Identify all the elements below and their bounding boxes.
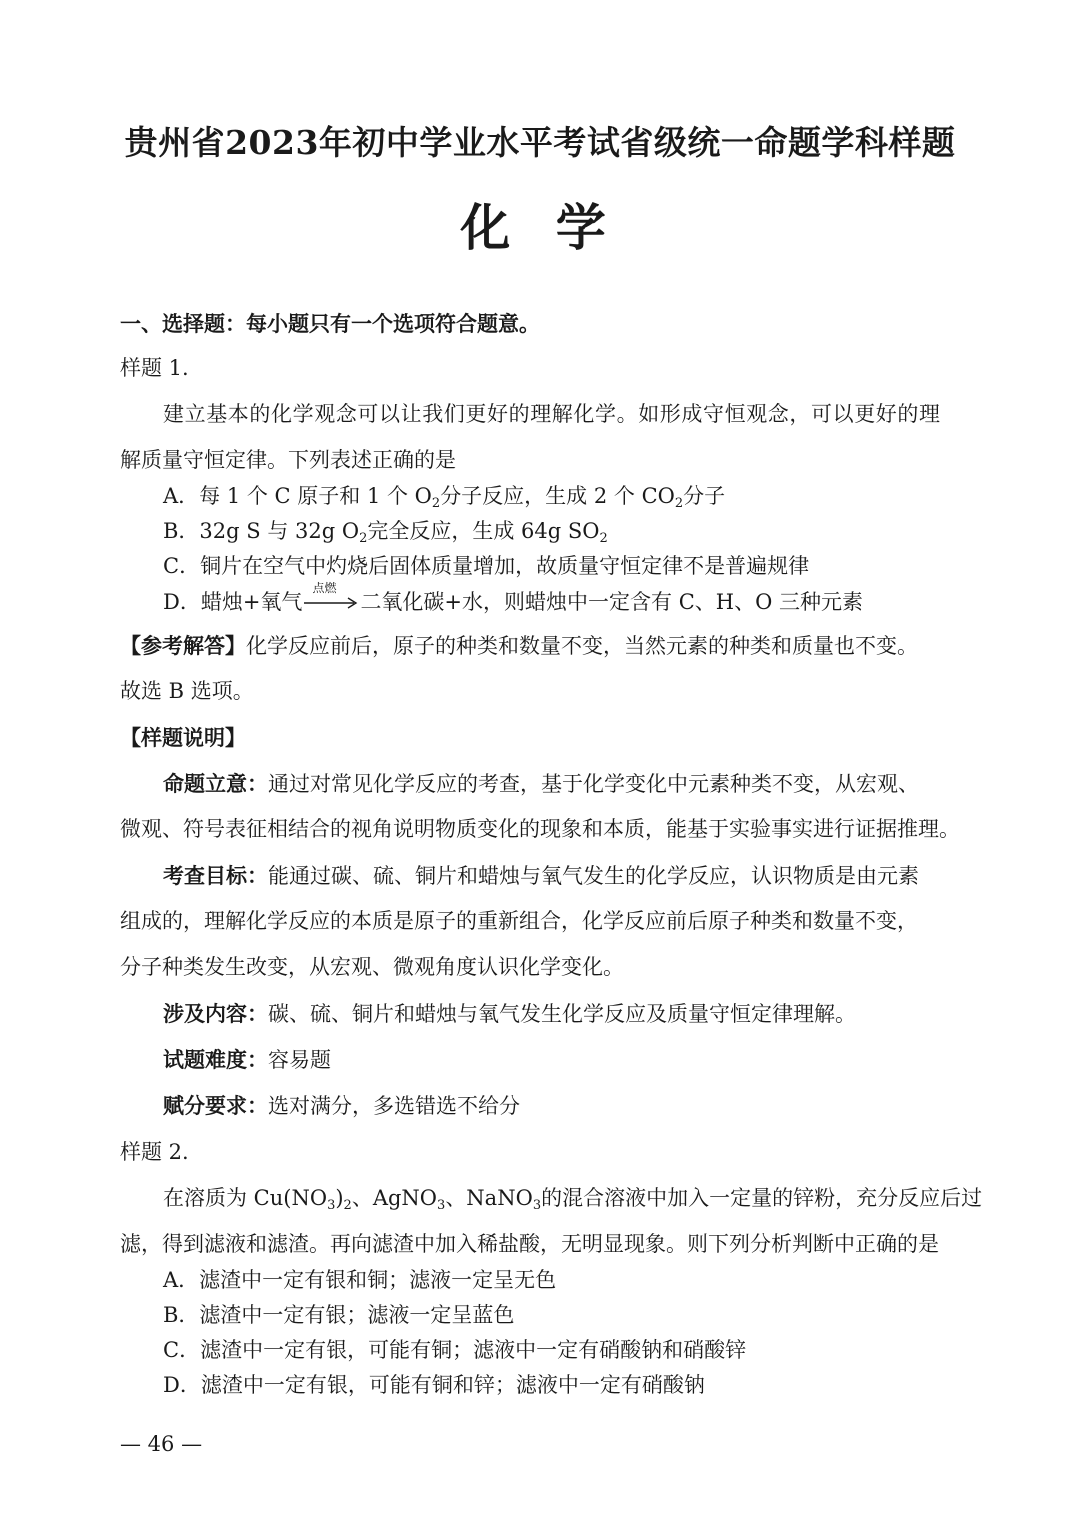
arrow-icon [302, 591, 360, 611]
difficulty-line [163, 1049, 331, 1071]
subject-title: 化 学 [460, 198, 620, 257]
q1-option-a-part1: A．每 1 个 C 原子和 1 个 O [163, 484, 432, 508]
subscript: 3 [327, 1198, 336, 1213]
q1-answer-line1 [120, 635, 918, 657]
q2-option-b: B．滤渣中一定有银；滤液一定呈蓝色 [163, 1303, 515, 1327]
content-label: 涉及内容： [163, 1001, 268, 1026]
q2-stem-line1 [163, 1186, 983, 1213]
content-text: 碳、硫、铜片和蜡烛与氧气发生化学反应及质量守恒定律理解。 [268, 1002, 856, 1026]
q1-option-b-part1: B．32g S 与 32g O [163, 519, 360, 543]
difficulty-label: 试题难度： [163, 1047, 268, 1072]
q1-option-b [163, 519, 608, 546]
q1-option-b-part2: 完全反应，生成 64g SO [367, 519, 600, 543]
subscript: 2 [431, 496, 441, 511]
intent-label: 命题立意： [163, 771, 268, 796]
q2-option-c: C．滤渣中一定有银，可能有铜；滤液中一定有硝酸钠和硝酸锌 [163, 1338, 747, 1362]
q2-option-a: A．滤渣中一定有银和铜；滤液一定呈无色 [163, 1268, 557, 1292]
intent-line1 [163, 773, 919, 795]
q1-option-d-part1: D．蜡烛+氧气 [163, 590, 303, 614]
goal-text: 能通过碳、硫、铜片和蜡烛与氧气发生的化学反应，认识物质是由元素 [268, 864, 919, 888]
explain-heading: 【样题说明】 [120, 725, 246, 750]
subscript: 2 [359, 531, 368, 546]
answer-text: 化学反应前后，原子的种类和数量不变，当然元素的种类和质量也不变。 [246, 634, 918, 658]
intent-text: 通过对常见化学反应的考查，基于化学变化中元素种类不变，从宏观、 [268, 772, 919, 796]
intent-line2: 微观、符号表征相结合的视角说明物质变化的现象和本质，能基于实验事实进行证据推理。 [120, 817, 960, 841]
q2-stem-part3: 、AgNO [351, 1186, 438, 1210]
score-text: 选对满分，多选错选不给分 [268, 1094, 520, 1118]
q2-option-d: D．滤渣中一定有银，可能有铜和锌；滤液中一定有硝酸钠 [163, 1373, 705, 1397]
score-label: 赋分要求： [163, 1093, 268, 1118]
q1-stem-line2: 解质量守恒定律。下列表述正确的是 [120, 448, 456, 472]
q2-stem-part2: ) [335, 1186, 344, 1210]
page-number: — 46 — [120, 1432, 203, 1456]
subscript: 3 [532, 1198, 542, 1213]
q2-label: 样题 2. [120, 1140, 189, 1164]
q2-stem-line2: 滤，得到滤液和滤渣。再向滤渣中加入稀盐酸，无明显现象。则下列分析判断中正确的是 [120, 1232, 939, 1256]
q1-option-a [163, 484, 726, 511]
subscript: 2 [674, 496, 684, 511]
subscript: 2 [343, 1198, 352, 1213]
goal-line2: 组成的，理解化学反应的本质是原子的重新组合，化学反应前后原子种类和数量不变， [120, 909, 918, 933]
q1-option-a-part2: 分子反应，生成 2 个 CO [440, 484, 675, 508]
section-heading: 一、选择题：每小题只有一个选项符合题意。 [120, 311, 540, 336]
subscript: 2 [599, 531, 608, 546]
difficulty-text: 容易题 [268, 1048, 331, 1072]
q1-stem-line1: 建立基本的化学观念可以让我们更好的理解化学。如形成守恒观念，可以更好的理 [163, 402, 941, 426]
answer-label: 【参考解答】 [120, 633, 246, 658]
q1-option-d [163, 581, 863, 614]
goal-line1 [163, 865, 919, 887]
reaction-condition: 点燃 [312, 581, 337, 595]
goal-line3: 分子种类发生改变，从宏观、微观角度认识化学变化。 [120, 955, 624, 979]
q2-stem-part5: 的混合溶液中加入一定量的锌粉，充分反应后过 [541, 1186, 983, 1210]
score-line [163, 1095, 520, 1117]
q1-option-d-part2: 二氧化碳+水，则蜡烛中一定含有 C、H、O 三种元素 [360, 590, 863, 614]
q1-option-a-part3: 分子 [683, 484, 726, 508]
document-title: 贵州省2023年初中学业水平考试省级统一命题学科样题 [124, 123, 956, 162]
q1-answer-line2: 故选 B 选项。 [120, 679, 254, 703]
q1-label: 样题 1. [120, 356, 189, 380]
q2-stem-part1: 在溶质为 Cu(NO [163, 1186, 328, 1210]
q2-stem-part4: 、NaNO [445, 1186, 533, 1210]
subscript: 3 [437, 1198, 446, 1213]
reaction-arrow [302, 581, 360, 611]
goal-label: 考查目标： [163, 863, 268, 888]
content-line [163, 1003, 856, 1025]
q1-option-c: C．铜片在空气中灼烧后固体质量增加，故质量守恒定律不是普遍规律 [163, 554, 810, 578]
